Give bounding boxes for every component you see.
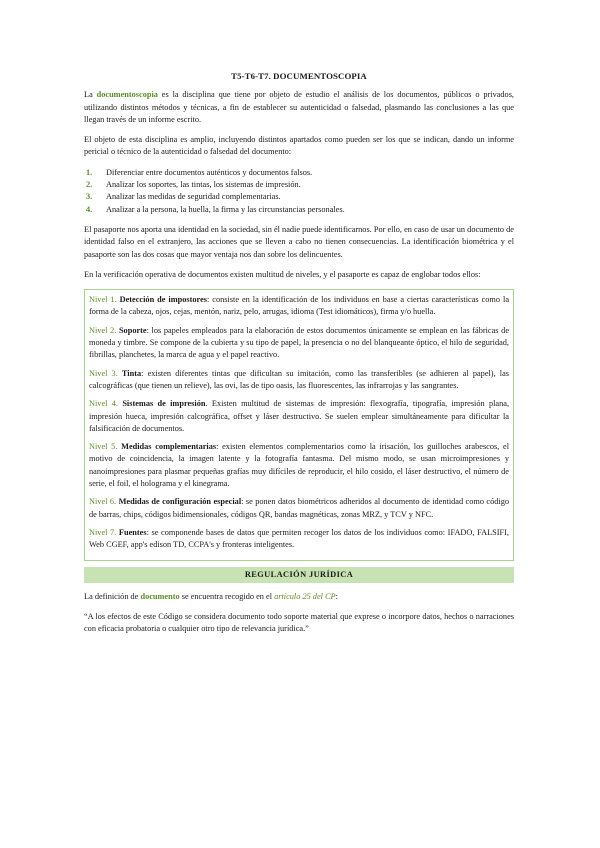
level-1 <box>89 294 509 319</box>
level-label: Nivel 3 <box>89 368 116 378</box>
level-label: Nivel 7 <box>89 527 115 537</box>
level-title: Detección de impostores <box>119 295 207 305</box>
intro-paragraph <box>84 89 514 126</box>
levels-box <box>84 289 514 560</box>
definicion-paragraph <box>84 591 514 603</box>
list-number: 2. <box>86 180 93 190</box>
article-reference: artículo 25 del CP <box>274 591 336 601</box>
list-item <box>86 191 514 203</box>
level-label: Nivel 2 <box>89 325 115 335</box>
level-6 <box>89 496 509 521</box>
list-text: Diferenciar entre documentos auténticos y documentos falsos. <box>106 167 313 177</box>
level-title: Medidas de configuración especial <box>118 497 242 507</box>
level-sep: . <box>114 497 119 507</box>
list-item <box>86 179 514 191</box>
level-7 <box>89 527 509 552</box>
term-documento: documento <box>140 591 180 601</box>
section-heading: REGULACIÓN JURÍDICA <box>84 567 514 583</box>
term-documentoscopia: documentoscopia <box>96 90 158 100</box>
level-sep: . <box>115 442 122 452</box>
list-text: Analizar a la persona, la huella, la firma y las circunstancias personales. <box>106 204 345 214</box>
level-label: Nivel 5 <box>89 442 116 452</box>
definicion-mid: se encuentra recogido en el <box>179 591 275 601</box>
objeto-paragraph: El objeto de esta disciplina es amplio, incluyendo distintos apartados como pueden ser los que se indican, dando un informe pericial o técnico de la autenticidad o falsedad del documento: <box>84 135 514 157</box>
verificacion-paragraph: En la verificación operativa de documentos existen multitud de niveles, y el pasaporte es capaz de englobar todos ellos: <box>84 269 481 279</box>
intro-post: es la disciplina que tiene por objeto de estudio el análisis de los documentos, públicos o privados, utilizando distintos métodos y técnicas, a fin de establecer su autenticidad o falsedad, plasmando las conclusiones a las que llegan través de un informe escrito. <box>84 90 514 124</box>
list-text: Analizar los soportes, las tintas, los sistemas de impresión. <box>106 180 301 190</box>
level-sep: . <box>114 325 119 335</box>
list-number: 4. <box>86 204 93 214</box>
level-title: Tinta <box>121 368 142 378</box>
level-4 <box>89 398 509 435</box>
level-sep: . <box>114 295 120 305</box>
level-sep: . <box>115 368 122 378</box>
level-label: Nivel 6 <box>89 497 115 507</box>
level-3 <box>89 368 509 393</box>
level-label: Nivel 4 <box>89 399 116 409</box>
list-item <box>86 167 514 179</box>
list-number: 1. <box>86 167 93 177</box>
level-2 <box>89 325 509 362</box>
definicion-post: : <box>335 591 338 601</box>
intro-pre: La <box>84 90 97 100</box>
level-text: : existen diferentes tintas que dificultan su imitación, como las transferibles (se adhieren al papel), las calcográficas (que tienen un relieve), las ovi, las de tipo oasis, las fluorescentes, las infrarrojas y las sangrantes. <box>89 368 509 390</box>
pasaporte-paragraph: El pasaporte nos aporta una identidad en la sociedad, sin él nadie puede identificarnos. Por ello, en caso de usar un documento de identidad falso en el extranjero, las acciones que se lleven a cabo no tienen consecuencias. La identificación biométrica y el pasaporte son las dos cosas que mayor ventaja nos dan sobre los delincuentes. <box>84 224 514 259</box>
level-sep: . <box>115 399 123 409</box>
list-number: 3. <box>86 192 93 202</box>
legal-quote: “A los efectos de este Código se considera documento todo soporte material que exprese o incorpore datos, hechos o narraciones con eficacia probatoria o cualquier otro tipo de relevancia jurídica.” <box>84 612 514 634</box>
level-title: Medidas complementarias <box>121 442 217 452</box>
page-title: T5-T6-T7. DOCUMENTOSCOPIA <box>231 71 367 81</box>
list-item <box>86 204 514 216</box>
level-title: Sistemas de impresión <box>122 399 206 409</box>
definicion-pre: La definición de <box>84 591 141 601</box>
level-5 <box>89 441 509 490</box>
objectives-list <box>84 167 514 216</box>
level-text: : se ponen datos biométricos adheridos al documento de identidad como código de barras, chips, códigos bidimensionales, códigos QR, bandas magnéticas, zonas MRZ, y TCV y NFC. <box>89 497 510 519</box>
level-text: : se componende bases de datos que permiten recoger los datos de los individuos como: IFADO, FALSIFI, Web CGEF, app's edison TD, CCPA's y fronteras inteligentes. <box>89 527 509 550</box>
document-page <box>84 70 514 644</box>
level-text: : los papeles empleados para la elaboración de estos documentos únicamente se emplean en las fábricas de moneda y timbre. Se compone de la cubierta y su tipo de papel, la presencia o no del blanqueante óptico, el hilo de seguridad, fibrillas, planchetes, la marca de agua y el papel reactivo. <box>89 325 509 360</box>
list-text: Analizar las medidas de seguridad complementarias. <box>106 192 281 202</box>
level-text: . Existen multitud de sistemas de impresión: flexografía, tipografía, impresión plana, impresión hueca, impresión calcográfica, offset y láser destructivo. Se suelen emplear simultáneamente para dificultar la falsificación de documentos. <box>89 399 510 433</box>
level-sep: . <box>114 527 119 537</box>
level-title: Soporte <box>118 325 147 335</box>
level-text: : existen elementos complementarios como la irisación, los guilloches arabescos, el motivo de coincidencia, la imagen latente y la fotografía fantasma. Del mismo modo, se usan microimpresiones y nanoimpresiones para plasmar pequeñas grafías muy difíciles de reproducir, el hilo cosido, el láser destructivo, el número de serie, el foil, el holograma y el kinegrama. <box>89 442 510 489</box>
level-text: : consiste en la identificación de los individuos en base a ciertas características como la forma de la cabeza, ojos, cejas, mentón, nariz, pelo, arrugas, idioma (Test idiomáticos), firma y/o huella. <box>89 295 510 317</box>
level-title: Fuentes <box>118 527 147 537</box>
level-label: Nivel 1 <box>89 295 115 305</box>
